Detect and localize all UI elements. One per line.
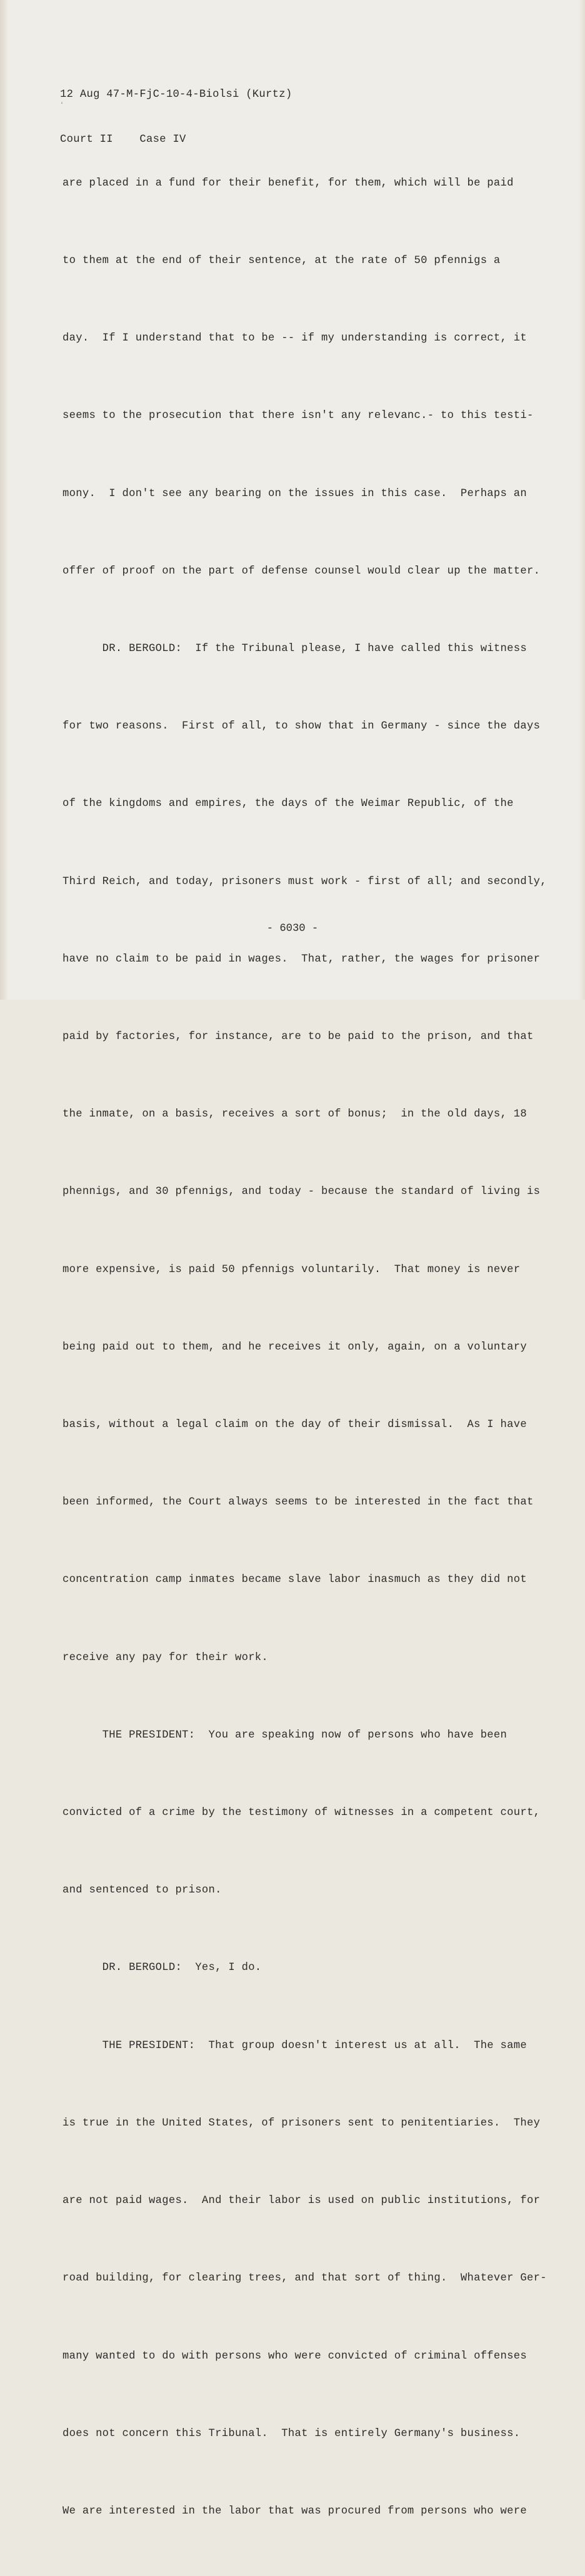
transcript-line: We are interested in the labor that was procured from persons who were <box>62 2505 527 2517</box>
transcript-line: being paid out to them, and he receives it only, again, on a voluntary <box>62 1341 527 1353</box>
transcript-line: does not concern this Tribunal. That is entirely Germany's business. <box>62 2427 521 2440</box>
transcript-line: mony. I don't see any bearing on the issues in this case. Perhaps an <box>62 487 527 500</box>
transcript-line: is true in the United States, of prisoners sent to penitentiaries. They <box>62 2117 541 2129</box>
header-court-case-line: Court II Case IV <box>60 134 186 146</box>
transcript-line: DR. BERGOLD: Yes, I do. <box>62 1962 262 1974</box>
page-number: - 6030 - <box>266 923 319 935</box>
transcript-line: more expensive, is paid 50 pfennigs voluntarily. That money is never <box>62 1263 521 1276</box>
transcript-line: DR. BERGOLD: If the Tribunal please, I have called this witness <box>62 643 527 655</box>
transcript-line: concentration camp inmates became slave labor inasmuch as they did not <box>62 1574 527 1586</box>
transcript-line: and sentenced to prison. <box>62 1884 222 1897</box>
transcript-line: offer of proof on the part of defense counsel would clear up the matter. <box>62 565 541 577</box>
transcript-line: paid by factories, for instance, are to be paid to the prison, and that <box>62 1031 534 1043</box>
transcript-line: THE PRESIDENT: That group doesn't interest us at all. The same <box>62 2039 527 2052</box>
transcript-line: been informed, the Court always seems to be interested in the fact that <box>62 1496 534 1509</box>
transcript-line: Third Reich, and today, prisoners must work - first of all; and secondly, <box>62 875 547 888</box>
transcript-line: basis, without a legal claim on the day of their dismissal. As I have <box>62 1419 527 1431</box>
transcript-line: of the kingdoms and empires, the days of the Weimar Republic, of the <box>62 798 514 810</box>
transcript-line: the inmate, on a basis, receives a sort of bonus; in the old days, 18 <box>62 1108 527 1121</box>
transcript-line: seems to the prosecution that there isn't any relevanc.- to this testi- <box>62 410 534 422</box>
transcript-line: THE PRESIDENT: You are speaking now of persons who have been <box>62 1729 508 1741</box>
transcript-line: convicted of a crime by the testimony of witnesses in a competent court, <box>62 1807 541 1819</box>
transcript-line: day. If I understand that to be -- if my understanding is correct, it <box>62 332 527 345</box>
stray-mark: ‘ <box>61 100 63 109</box>
transcript-line: for two reasons. First of all, to show that in Germany - since the days <box>62 720 541 733</box>
transcript-line: have no claim to be paid in wages. That, rather, the wages for prisoner <box>62 953 541 965</box>
transcript-line: many wanted to do with persons who were convicted of criminal offenses <box>62 2350 527 2362</box>
transcript-line: are placed in a fund for their benefit, for them, which will be paid <box>62 177 514 189</box>
transcript-line: receive any pay for their work. <box>62 1651 269 1664</box>
transcript-body <box>62 119 547 2576</box>
transcript-line: to them at the end of their sentence, at the rate of 50 pfennigs a <box>62 255 501 267</box>
header-reference-line: 12 Aug 47-M-FjC-10-4-Biolsi (Kurtz) <box>60 89 292 101</box>
transcript-line: road building, for clearing trees, and that sort of thing. Whatever Ger- <box>62 2272 547 2285</box>
transcript-line: phennigs, and 30 pfennigs, and today - because the standard of living is <box>62 1186 541 1198</box>
transcript-line: are not paid wages. And their labor is used on public institutions, for <box>62 2195 541 2207</box>
